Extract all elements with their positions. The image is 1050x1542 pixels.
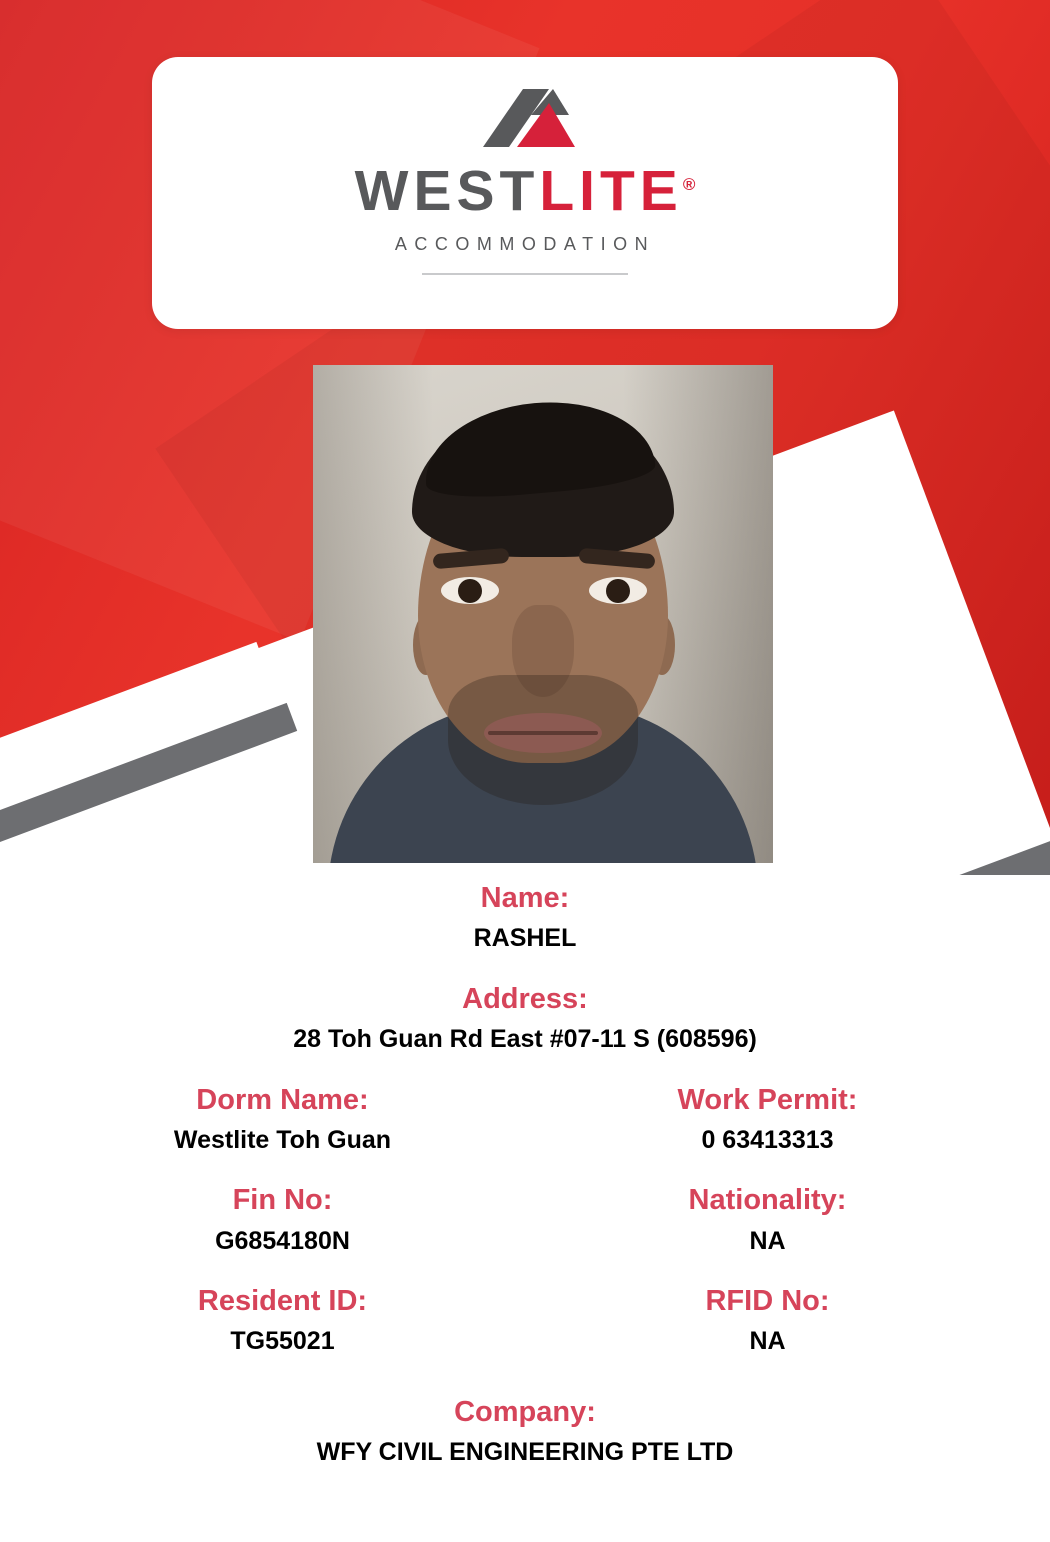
- rfid-no-label: RFID No:: [705, 1285, 830, 1317]
- resident-photo: [313, 365, 773, 863]
- rfid-no-value: NA: [749, 1327, 786, 1356]
- field-fin-no: [40, 1182, 525, 1257]
- company-label: Company:: [454, 1395, 596, 1428]
- brand-word-west: WEST: [354, 159, 540, 223]
- field-row-3: [40, 1283, 1010, 1384]
- company-value: WFY CIVIL ENGINEERING PTE LTD: [316, 1438, 734, 1466]
- brand-word-lite: LITE: [539, 159, 683, 223]
- field-rfid-no: [525, 1283, 1010, 1358]
- field-name: [40, 880, 1010, 955]
- logo-divider: [422, 273, 628, 275]
- westlite-roof-icon: [445, 85, 605, 147]
- field-nationality: [525, 1182, 1010, 1257]
- field-dorm-name: [40, 1082, 525, 1157]
- fin-no-value: G6854180N: [215, 1226, 350, 1255]
- fin-no-label: Fin No:: [232, 1184, 333, 1217]
- nationality-value: NA: [749, 1226, 786, 1255]
- dorm-name-value: Westlite Toh Guan: [173, 1125, 392, 1154]
- address-label: Address:: [462, 982, 588, 1015]
- field-resident-id: [40, 1283, 525, 1358]
- brand-wordmark: [354, 159, 696, 223]
- resident-id-value: TG55021: [230, 1327, 335, 1356]
- registered-mark: ®: [682, 175, 696, 194]
- name-value: RASHEL: [473, 924, 577, 953]
- brand-tagline: ACCOMMODATION: [394, 234, 656, 254]
- work-permit-label: Work Permit:: [677, 1083, 858, 1116]
- resident-id-label: Resident ID:: [197, 1285, 368, 1317]
- work-permit-value: 0 63413313: [701, 1125, 834, 1154]
- name-label: Name:: [480, 882, 570, 914]
- field-row-2: [40, 1182, 1010, 1283]
- address-value: 28 Toh Guan Rd East #07-11 S (608596): [293, 1025, 757, 1053]
- field-row-1: [40, 1082, 1010, 1183]
- field-address: [40, 981, 1010, 1056]
- field-company: [40, 1394, 1010, 1469]
- dorm-name-label: Dorm Name:: [196, 1083, 369, 1116]
- nationality-label: Nationality:: [688, 1184, 847, 1217]
- field-work-permit: [525, 1082, 1010, 1157]
- brand-logo-card: [152, 57, 898, 329]
- resident-details: [0, 880, 1050, 1469]
